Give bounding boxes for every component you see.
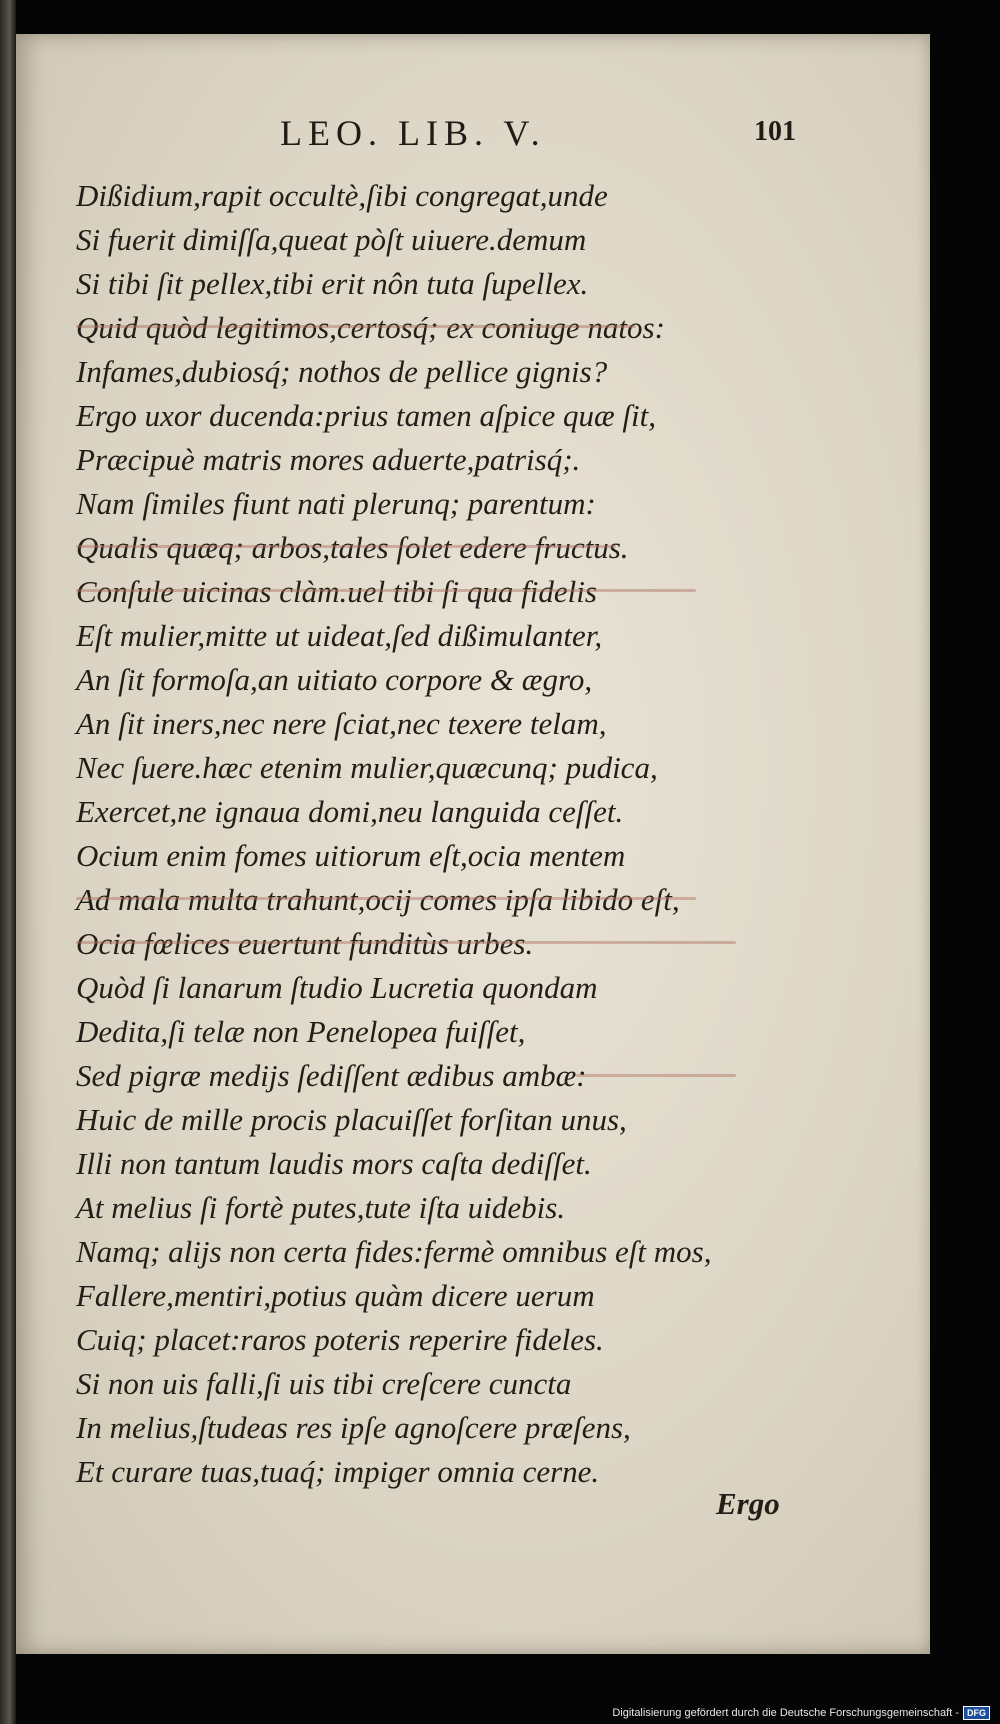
underline-mark: [76, 897, 696, 900]
verse-line: Cuiq; placet:raros poteris reperire fideles.: [76, 1322, 604, 1357]
verse-line: In melius,ſtudeas res ipſe agnoſcere præſens,: [76, 1410, 631, 1445]
verse-line: Si tibi ſit pellex,tibi erit nôn tuta ſupellex.: [76, 266, 589, 301]
verse-line: Huic de mille procis placuiſſet forſitan unus,: [76, 1102, 627, 1137]
underline-mark: [76, 589, 696, 592]
verse-line: Quòd ſi lanarum ſtudio Lucretia quondam: [76, 970, 598, 1005]
verse-line: Ad mala multa trahunt,ocij comes ipſa libido eſt,: [76, 882, 680, 917]
verse-line: Exercet,ne ignaua domi,neu languida ceſſet.: [76, 794, 624, 829]
verse-line: An ſit formoſa,an uitiato corpore & ægro,: [76, 662, 593, 697]
catchword: Ergo: [716, 1486, 780, 1521]
verse-line: Si non uis falli,ſi uis tibi creſcere cuncta: [76, 1366, 572, 1401]
verse-line: Ergo uxor ducenda:prius tamen aſpice quæ ſit,: [76, 398, 657, 433]
verse-line: Qualis quæq; arbos,tales ſolet edere fructus.: [76, 530, 629, 565]
verse-line: Conſule uicinas clàm.uel tibi ſi qua fidelis: [76, 574, 597, 609]
verse-line: Ocia fœlices euertunt funditùs urbes.: [76, 926, 534, 961]
book-page: [16, 34, 930, 1654]
verse-line: Sed pigræ medijs ſediſſent ædibus ambæ:: [76, 1058, 587, 1093]
verse-line: Quid quòd legitimos,certosq́; ex coniuge natos:: [76, 310, 665, 345]
verse-list: [76, 174, 836, 1494]
verse-line: Namq; alijs non certa fides:fermè omnibus eſt mos,: [76, 1234, 712, 1269]
verse-line: Ocium enim fomes uitiorum eſt,ocia mentem: [76, 838, 626, 873]
verse-line: Præcipuè matris mores aduerte,patrisq́;.: [76, 442, 581, 477]
underline-mark: [76, 941, 736, 944]
verse-line: An ſit iners,nec nere ſciat,nec texere telam,: [76, 706, 607, 741]
verse-line: Et curare tuas,tuaq́; impiger omnia cerne.: [76, 1454, 600, 1489]
verse-line: Fallere,mentiri,potius quàm dicere uerum: [76, 1278, 595, 1313]
running-title: LEO. LIB. V.: [280, 113, 546, 153]
verse-line: Infames,dubiosq́; nothos de pellice gignis?: [76, 354, 608, 389]
verse-line: Nec ſuere.hæc etenim mulier,quæcunq; pudica,: [76, 750, 658, 785]
verse-line: Eſt mulier,mitte ut uideat,ſed dißimulanter,: [76, 618, 603, 653]
book-spine: [0, 0, 16, 1724]
digitization-footer: [612, 1704, 990, 1722]
verse-line: Illi non tantum laudis mors caſta dediſſet.: [76, 1146, 592, 1181]
page-header: [16, 112, 930, 172]
dfg-logo-icon: DFG: [963, 1706, 990, 1720]
verse-line: Dißidium,rapit occultè,ſibi congregat,unde: [76, 178, 608, 213]
underline-mark: [76, 325, 636, 328]
verse-line: Dedita,ſi telæ non Penelopea fuiſſet,: [76, 1014, 526, 1049]
verse-line: At melius ſi fortè putes,tute iſta uidebis.: [76, 1190, 566, 1225]
verse-line: Si fuerit dimiſſa,queat pòſt uiuere.demum: [76, 222, 587, 257]
page-number: 101: [754, 116, 796, 147]
footer-credit: Digitalisierung gefördert durch die Deutsche Forschungsgemeinschaft -: [612, 1707, 959, 1719]
underline-mark: [576, 1074, 736, 1077]
verse-line: Nam ſimiles fiunt nati plerunq; parentum:: [76, 486, 596, 521]
underline-mark: [76, 545, 616, 548]
